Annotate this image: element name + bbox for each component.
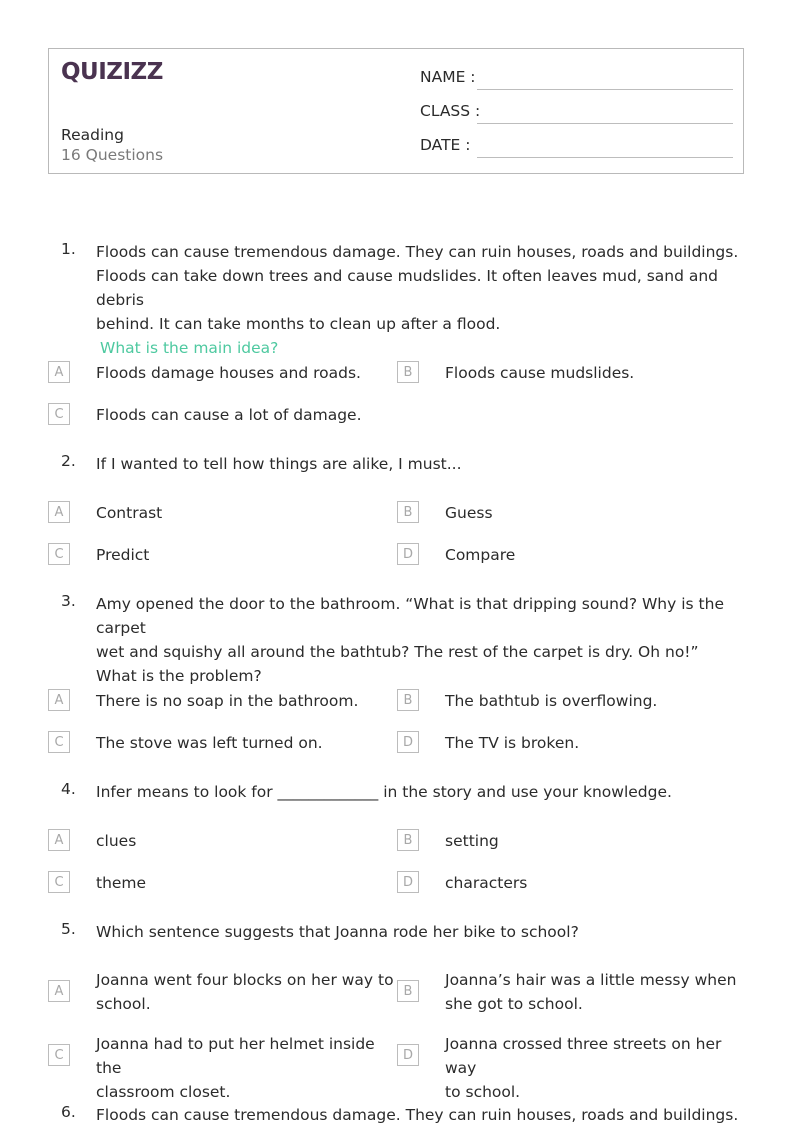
name-field[interactable] bbox=[477, 89, 733, 90]
question-line: Which sentence suggests that Joanna rode her bike to school? bbox=[96, 923, 579, 941]
option-line: Joanna went four blocks on her way to bbox=[96, 971, 394, 989]
question-number: 5. bbox=[61, 920, 76, 938]
name-label: NAME : bbox=[420, 68, 476, 86]
option-b-text bbox=[445, 968, 745, 1016]
option-line: Joanna’s hair was a little messy when bbox=[445, 971, 737, 989]
option-b-box[interactable]: B bbox=[397, 361, 419, 383]
date-label: DATE : bbox=[420, 136, 471, 154]
option-a-text: Contrast bbox=[96, 504, 163, 522]
class-field[interactable] bbox=[477, 123, 733, 124]
option-b-box[interactable]: B bbox=[397, 980, 419, 1002]
question-line: Amy opened the door to the bathroom. “What is that dripping sound? Why is the carpet bbox=[96, 595, 724, 637]
option-b-text: The bathtub is overflowing. bbox=[445, 692, 658, 710]
option-c-box[interactable]: C bbox=[48, 403, 70, 425]
question-text bbox=[96, 592, 746, 688]
option-c-box[interactable]: C bbox=[48, 1044, 70, 1066]
option-a-text bbox=[96, 968, 396, 1016]
option-d-box[interactable]: D bbox=[397, 731, 419, 753]
option-b-box[interactable]: B bbox=[397, 501, 419, 523]
option-c-text: The stove was left turned on. bbox=[96, 734, 323, 752]
option-b-text: Guess bbox=[445, 504, 493, 522]
date-field[interactable] bbox=[477, 157, 733, 158]
option-c-box[interactable]: C bbox=[48, 731, 70, 753]
question-number: 1. bbox=[61, 240, 76, 258]
question-line: Floods can take down trees and cause mudslides. It often leaves mud, sand and debris bbox=[96, 267, 719, 309]
option-d-text: characters bbox=[445, 874, 528, 892]
option-line: Joanna had to put her helmet inside the bbox=[96, 1035, 375, 1077]
option-a-text: Floods damage houses and roads. bbox=[96, 364, 361, 382]
question-text bbox=[96, 780, 746, 804]
question-count: 16 Questions bbox=[61, 146, 164, 164]
option-b-box[interactable]: B bbox=[397, 689, 419, 711]
question-number: 3. bbox=[61, 592, 76, 610]
option-d-box[interactable]: D bbox=[397, 871, 419, 893]
option-line: Joanna crossed three streets on her way bbox=[445, 1035, 722, 1077]
worksheet-header bbox=[48, 48, 744, 174]
worksheet-subject: Reading bbox=[61, 126, 124, 144]
option-d-text: Compare bbox=[445, 546, 516, 564]
option-d-text: The TV is broken. bbox=[445, 734, 580, 752]
option-d-box[interactable]: D bbox=[397, 1044, 419, 1066]
option-a-box[interactable]: A bbox=[48, 689, 70, 711]
question-text bbox=[96, 920, 746, 944]
option-line: she got to school. bbox=[445, 995, 583, 1013]
option-d-text bbox=[445, 1032, 745, 1104]
option-c-text: Floods can cause a lot of damage. bbox=[96, 406, 362, 424]
question-text bbox=[96, 240, 746, 360]
option-line: classroom closet. bbox=[96, 1083, 231, 1101]
question-line: What is the problem? bbox=[96, 667, 262, 685]
option-a-text: clues bbox=[96, 832, 137, 850]
option-a-box[interactable]: A bbox=[48, 829, 70, 851]
question-line: Infer means to look for _____________ in the story and use your knowledge. bbox=[96, 783, 672, 801]
option-a-box[interactable]: A bbox=[48, 501, 70, 523]
question-number: 4. bbox=[61, 780, 76, 798]
question-line: If I wanted to tell how things are alike, I must... bbox=[96, 455, 462, 473]
option-c-text: Predict bbox=[96, 546, 150, 564]
question-prompt: What is the main idea? bbox=[100, 339, 279, 357]
class-label: CLASS : bbox=[420, 102, 481, 120]
option-a-box[interactable]: A bbox=[48, 980, 70, 1002]
option-line: school. bbox=[96, 995, 151, 1013]
quizizz-logo: QUIZIZZ bbox=[61, 59, 163, 85]
question-text bbox=[96, 452, 746, 476]
question-line: Floods can cause tremendous damage. They can ruin houses, roads and buildings. bbox=[96, 1106, 739, 1124]
question-number: 2. bbox=[61, 452, 76, 470]
question-text bbox=[96, 1103, 746, 1127]
option-b-text: Floods cause mudslides. bbox=[445, 364, 635, 382]
option-c-text bbox=[96, 1032, 396, 1104]
option-a-box[interactable]: A bbox=[48, 361, 70, 383]
option-c-text: theme bbox=[96, 874, 147, 892]
option-c-box[interactable]: C bbox=[48, 543, 70, 565]
question-number: 6. bbox=[61, 1103, 76, 1121]
question-line: Floods can cause tremendous damage. They can ruin houses, roads and buildings. bbox=[96, 243, 739, 261]
option-c-box[interactable]: C bbox=[48, 871, 70, 893]
option-d-box[interactable]: D bbox=[397, 543, 419, 565]
option-line: to school. bbox=[445, 1083, 521, 1101]
question-line: behind. It can take months to clean up after a flood. bbox=[96, 315, 501, 333]
option-b-box[interactable]: B bbox=[397, 829, 419, 851]
option-b-text: setting bbox=[445, 832, 499, 850]
option-a-text: There is no soap in the bathroom. bbox=[96, 692, 359, 710]
question-line: wet and squishy all around the bathtub? The rest of the carpet is dry. Oh no!” bbox=[96, 643, 699, 661]
